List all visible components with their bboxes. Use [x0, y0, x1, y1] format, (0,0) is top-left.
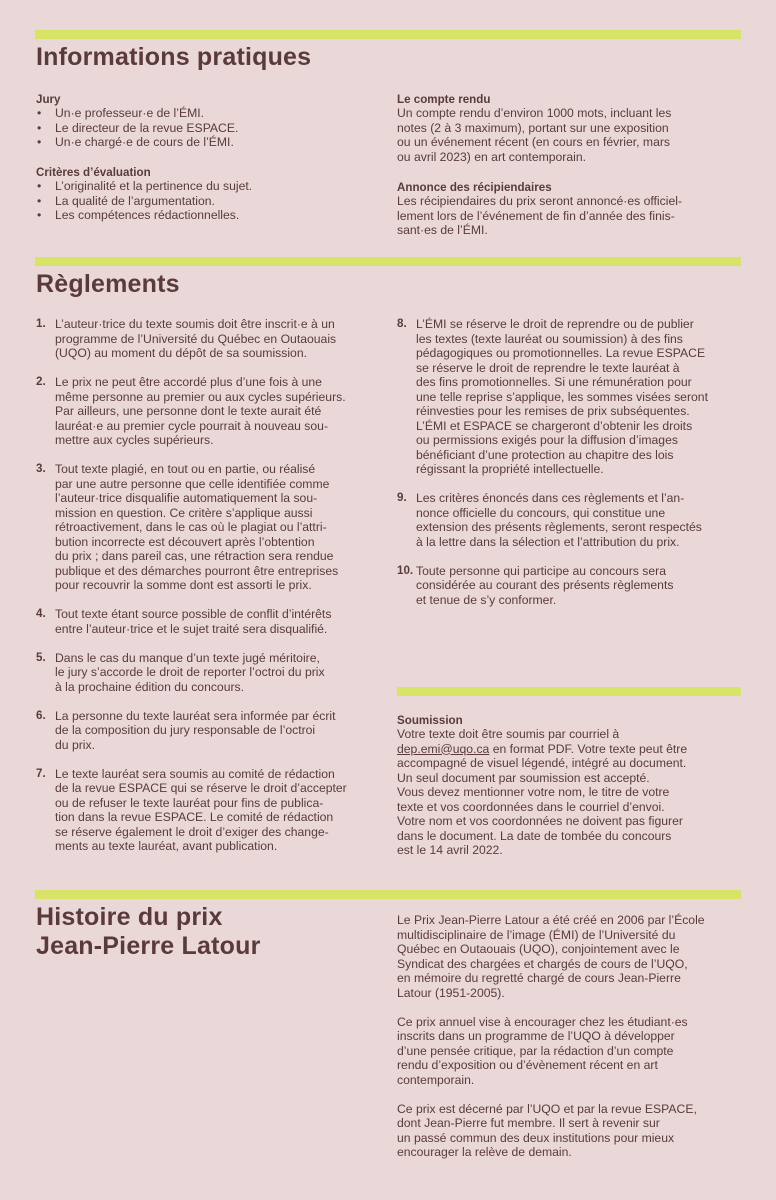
- criteria-block: [36, 166, 376, 223]
- text-line: sant·es de l’ÉMI.: [397, 223, 488, 237]
- email-link[interactable]: dep.emi@uqo.ca: [397, 741, 490, 756]
- text-line: dont Jean-Pierre fut membre. Il sert à revenir sur: [397, 1116, 660, 1130]
- title-line: Histoire du prix: [36, 903, 223, 931]
- text-line: mettre aux cycles supérieurs.: [55, 433, 214, 447]
- text-line: de la revue ESPACE qui se réserve le droit d’accepter: [55, 781, 347, 795]
- text-line: un passé commun des deux institutions pour mieux: [397, 1130, 675, 1145]
- rule-item: [397, 317, 743, 477]
- text-line: à la lettre dans la sélection et l’attribution du prix.: [416, 534, 680, 549]
- text-line: L’auteur·trice du texte soumis doit être inscrit·e à un: [55, 317, 335, 331]
- rule-item: [36, 375, 381, 448]
- announce-block: [397, 181, 742, 238]
- report-text: [397, 106, 742, 164]
- text-line: texte et vos coordonnées dans le courriel d’envoi.: [397, 799, 665, 814]
- criteria-list: [36, 179, 376, 223]
- text-line: dans le document. La date de tombée du concours: [397, 828, 672, 843]
- history-paragraph: [397, 1015, 743, 1088]
- rule-number: 6.: [36, 708, 46, 722]
- text-line: Le texte lauréat sera soumis au comité de rédaction: [55, 766, 335, 781]
- history-paragraph: [397, 913, 743, 1000]
- text-line: inscrits dans un programme de l’UQO à développer: [397, 1029, 675, 1043]
- rule-item: [36, 317, 381, 361]
- announce-text: [397, 194, 742, 238]
- info-title: Informations pratiques: [36, 43, 312, 71]
- text-line: tion dans la revue ESPACE. Le comité de rédaction: [55, 810, 334, 824]
- jury-heading: Jury: [36, 93, 61, 106]
- history-text: [397, 913, 743, 1174]
- text-line: Dans le cas du manque d’un texte jugé méritoire,: [55, 650, 320, 665]
- text-line: ou un événement récent (en cours en février, mars: [397, 135, 671, 149]
- rule-item: [36, 767, 381, 854]
- text-line: [397, 742, 743, 757]
- text-line: bution incorrecte est découvert après l’obtention: [55, 534, 315, 549]
- text-line: réinvesties pour les remises de prix subséquentes.: [416, 404, 690, 418]
- list-item: • L’originalité et la pertinence du sujet.: [36, 179, 376, 194]
- text-line: est le 14 avril 2022.: [397, 843, 503, 857]
- text-line: se réserve également le droit d’exiger des change-: [55, 824, 329, 839]
- text-line: ou permissions exigés pour la diffusion d’images: [416, 433, 678, 447]
- rules-list-right: [397, 317, 743, 607]
- section-divider-rules: [35, 257, 741, 266]
- rule-item: [397, 564, 743, 608]
- text-line: ments au texte lauréat, avant publication.: [55, 839, 278, 853]
- text-line: et tenue de s’y conformer.: [416, 592, 557, 607]
- list-item: • La qualité de l’argumentation.: [36, 194, 376, 209]
- report-heading: Le compte rendu: [397, 93, 491, 106]
- text-line: (UQO) au moment du dépôt de sa soumission.: [55, 346, 307, 360]
- text-line: nonce officielle du concours, qui constitue une: [416, 505, 666, 520]
- rule-number: 2.: [36, 375, 46, 388]
- text-line: La personne du texte lauréat sera informée par écrit: [55, 708, 336, 723]
- rule-number: 8.: [397, 317, 407, 330]
- text-line: l’auteur·trice disqualifie automatiquement la sou-: [55, 491, 318, 505]
- text-line: Ce prix annuel vise à encourager chez les étudiant·es: [397, 1014, 688, 1029]
- text-line: du prix.: [55, 737, 95, 752]
- text-line: Les récipiendaires du prix seront annoncé·es officiel-: [397, 194, 682, 208]
- rule-number: 3.: [36, 462, 46, 475]
- text-line: en mémoire du regretté chargé de cours Jean-Pierre: [397, 971, 681, 985]
- text-line: Syndicat des chargées et chargés de cours de l’UQO,: [397, 956, 688, 971]
- history-paragraph: [397, 1102, 743, 1160]
- section-divider-history: [35, 890, 741, 899]
- jury-list: [36, 106, 376, 150]
- text-line: Les critères énoncés dans ces règlements et l’an-: [416, 491, 685, 505]
- text-line: même personne au premier ou aux cycles supérieurs.: [55, 389, 346, 404]
- text-line: extension des présents règlements, seront respectés: [416, 520, 702, 534]
- text-line: programme de l’Université du Québec en Outaouais: [55, 331, 337, 346]
- text-line: publique et des démarches pourront être entreprises: [55, 563, 339, 578]
- text-line: Par ailleurs, une personne dont le texte aurait été: [55, 404, 322, 418]
- text-line: les textes (texte lauréat ou soumission) à des fins: [416, 331, 683, 346]
- title-line: Jean-Pierre Latour: [36, 932, 261, 960]
- rule-item: [36, 709, 381, 753]
- announce-heading: Annonce des récipiendaires: [397, 181, 552, 194]
- text-line: Tout texte étant source possible de conflit d’intérêts: [55, 607, 332, 621]
- rules-list-left: [36, 317, 381, 854]
- text-line: rétroactivement, dans le cas où le plagiat ou l’attri-: [55, 520, 327, 534]
- text-line: par une autre personne que celle identifiée comme: [55, 476, 330, 491]
- rule-item: [36, 651, 381, 695]
- text-line: ou avril 2023) en art contemporain.: [397, 149, 587, 164]
- text-fragment: en format PDF. Votre texte peut être: [489, 741, 688, 756]
- text-line: pédagogiques ou promotionnelles. La revue ESPACE: [416, 346, 706, 360]
- text-line: Vous devez mentionner votre nom, le titre de votre: [397, 785, 670, 799]
- text-line: Votre nom et vos coordonnées ne doivent pas figurer: [397, 814, 683, 828]
- text-line: notes (2 à 3 maximum), portant sur une exposition: [397, 120, 669, 135]
- text-line: rendu d’exposition ou d’évènement récent en art: [397, 1058, 658, 1072]
- text-line: bénéficiant d’une protection au chapitre des lois: [416, 447, 674, 462]
- rule-item: [36, 462, 381, 593]
- rule-number: 7.: [36, 766, 46, 780]
- rule-item: [36, 607, 381, 636]
- text-line: pour recouvrir la somme dont est assorti le prix.: [55, 578, 312, 592]
- list-item: • Un·e chargé·e de cours de l’ÉMI.: [36, 135, 376, 150]
- text-line: régissant la propriété intellectuelle.: [416, 462, 604, 476]
- text-line: se réserve le droit de reprendre le texte lauréat à: [416, 360, 680, 375]
- list-item: • Un·e professeur·e de l’ÉMI.: [36, 106, 376, 121]
- rule-number: 10.: [397, 563, 414, 577]
- text-line: L’ÉMI se réserve le droit de reprendre ou de publier: [416, 317, 694, 331]
- rule-item: [397, 491, 743, 549]
- text-line: encourager la relève de demain.: [397, 1145, 572, 1159]
- text-line: Ce prix est décerné par l’UQO et par la revue ESPACE,: [397, 1101, 697, 1116]
- submission-divider: [397, 687, 741, 696]
- rule-number: 9.: [397, 491, 407, 504]
- text-line: entre l’auteur·trice et le sujet traité sera disqualifié.: [55, 621, 328, 636]
- text-line: Toute personne qui participe au concours sera: [416, 563, 666, 578]
- jury-block: [36, 93, 376, 150]
- text-line: Le Prix Jean-Pierre Latour a été créé en 2006 par l’École: [397, 913, 705, 927]
- text-line: Tout texte plagié, en tout ou en partie, ou réalisé: [55, 462, 316, 476]
- text-line: Un seul document par soumission est accepté.: [397, 770, 650, 785]
- criteria-heading: Critères d’évaluation: [36, 166, 151, 179]
- report-block: [397, 93, 742, 164]
- text-line: à la prochaine édition du concours.: [55, 679, 245, 694]
- rule-number: 4.: [36, 607, 46, 620]
- text-line: lement lors de l’événement de fin d’année des finis-: [397, 208, 675, 223]
- text-line: Québec en Outaouais (UQO), conjointement avec le: [397, 942, 680, 956]
- text-line: du prix ; dans pareil cas, une rétraction sera rendue: [55, 549, 334, 563]
- section-divider-info: [35, 30, 741, 39]
- text-line: des fins promotionnelles. Si une rémunération pour: [416, 375, 692, 389]
- list-item: • Les compétences rédactionnelles.: [36, 208, 376, 223]
- text-line: L’ÉMI et ESPACE se chargeront d’obtenir les droits: [416, 418, 693, 433]
- rule-number: 5.: [36, 650, 46, 664]
- text-line: une telle reprise s’applique, les sommes visées seront: [416, 389, 708, 404]
- text-line: d’une pensée critique, par la rédaction d’un compte: [397, 1043, 674, 1058]
- text-line: le jury s’accorde le droit de reporter l’octroi du prix: [55, 665, 325, 679]
- text-line: Votre texte doit être soumis par courriel à: [397, 727, 620, 741]
- text-line: contemporain.: [397, 1072, 475, 1087]
- text-line: accompagné de visuel légendé, intégré au document.: [397, 756, 687, 770]
- text-line: Le prix ne peut être accordé plus d’une fois à une: [55, 375, 322, 389]
- rules-title: Règlements: [36, 270, 180, 298]
- text-line: de la composition du jury responsable de l’octroi: [55, 723, 316, 737]
- text-line: Un compte rendu d’environ 1000 mots, incluant les: [397, 106, 672, 120]
- text-line: mission en question. Ce critère s’applique aussi: [55, 505, 313, 520]
- history-title: [36, 903, 261, 961]
- rule-number: 1.: [36, 317, 46, 330]
- text-line: multidisciplinaire de l’image (ÉMI) de l’Université du: [397, 927, 676, 942]
- list-item: • Le directeur de la revue ESPACE.: [36, 121, 376, 136]
- text-line: lauréat·e au premier cycle pourrait à nouveau sou-: [55, 418, 329, 433]
- text-line: Latour (1951-2005).: [397, 985, 505, 1000]
- submission-block: [397, 714, 743, 858]
- submission-heading: Soumission: [397, 714, 463, 727]
- text-line: ou de refuser le texte lauréat pour fins de publica-: [55, 795, 324, 810]
- text-line: considérée au courant des présents règlements: [416, 578, 674, 592]
